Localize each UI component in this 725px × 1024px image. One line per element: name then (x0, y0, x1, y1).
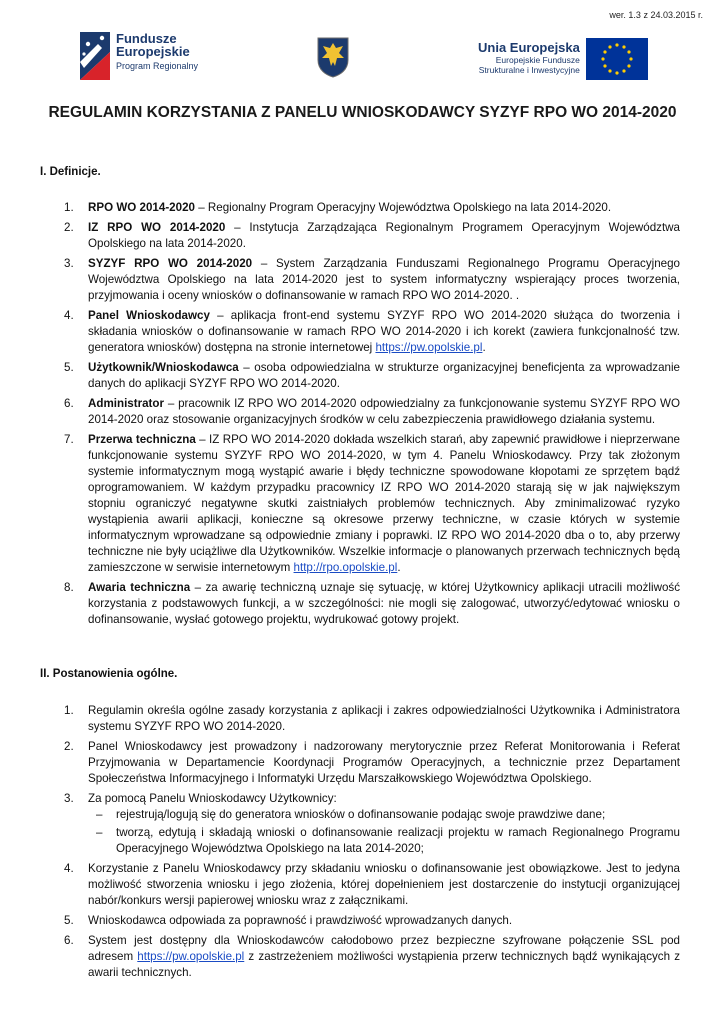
item-number: 8. (64, 581, 74, 594)
section-definitions-heading: I. Definicje. (40, 166, 101, 178)
item-number: 4. (64, 309, 74, 322)
list-item (40, 396, 680, 428)
fundusze-europejskie-logo (80, 32, 198, 80)
term: Użytkownik/Wnioskodawca (88, 361, 239, 374)
sub-list-item (88, 807, 680, 823)
item-number: 6. (64, 397, 74, 410)
section-general-heading: II. Postanowienia ogólne. (40, 668, 178, 680)
term: IZ RPO WO 2014-2020 (88, 221, 226, 234)
eu-flag-icon (586, 38, 648, 80)
definition-text: – IZ RPO WO 2014-2020 dokłada wszelkich starań, aby zapewnić prawidłowe i nieprzerwane funkcjonowanie systemu SYZYF RPO WO 2014-2020, w tym 4. Panelu Wnioskodawcy. Przy tak złożonym systemie informatycznym mogą wystąpić awarie i błędy techniczne spowodowane kłopotami ze sprzętem bądź oprogramowaniem. W każdym przypadku pracownicy IZ RPO WO 2014-2020 starają się w jak największym stopniu ograniczyć negatywne skutki zaistniałych problemów technicznych. Aby zminimalizować ryzyko wystąpienia awarii aplikacji, konieczne są okresowe przerwy techniczne, w czasie których w systemie informatycznym wprowadzane są odpowiednie zmiany i poprawki. IZ RPO WO 2014-2020 dba o to, aby przerwy techniczne nie były uciążliwe dla Użytkowników. Wszelkie informacje o planowanych przerwach technicznych będą zamieszczone w serwisie internetowym (88, 433, 680, 574)
ue-subtitle-line2: Strukturalne i Inwestycyjne (478, 65, 580, 75)
list-item (40, 256, 680, 304)
rpo-opolskie-link[interactable]: http://rpo.opolskie.pl (293, 561, 398, 574)
definition-text-end: . (397, 561, 401, 574)
sub-list (88, 807, 680, 857)
list-item (40, 308, 680, 356)
header-logos (0, 30, 725, 90)
definition-text: – pracownik IZ RPO WO 2014-2020 odpowiedzialny za funkcjonowanie systemu SYZYF RPO WO 2014-2020 oraz stosowanie organizacyjnych środków w celu zabezpieczenia prawidłowego działania systemu. (88, 397, 680, 426)
unia-europejska-logo (478, 38, 648, 80)
term: Przerwa techniczna (88, 433, 196, 446)
item-number: 3. (64, 792, 74, 805)
ue-title: Unia Europejska (478, 40, 580, 55)
item-number: 1. (64, 201, 74, 214)
item-number: 6. (64, 934, 74, 947)
sub-list-item (88, 825, 680, 857)
term: RPO WO 2014-2020 (88, 201, 195, 214)
term: Panel Wnioskodawcy (88, 309, 210, 322)
item-number: 5. (64, 914, 74, 927)
sub-item-text: tworzą, edytują i składają wnioski o dofinansowanie realizacji projektu w ramach Regionalnego Programu Operacyjnego Województwa Opolskiego na lata 2014-2020; (116, 826, 680, 855)
list-item (40, 220, 680, 252)
list-item (40, 432, 680, 576)
provision-text: System jest dostępny dla Wnioskodawców całodobowo przez bezpieczne szyfrowane połączenie SSL pod adresem (88, 934, 680, 963)
provision-text: Za pomocą Panelu Wnioskodawcy Użytkownicy: (88, 792, 337, 805)
provision-text-end: z zastrzeżeniem możliwości wystąpienia przerw technicznych bądź wynikających z awarii technicznych. (88, 950, 680, 979)
document-title: REGULAMIN KORZYSTANIA Z PANELU WNIOSKODAWCY SYZYF RPO WO 2014-2020 (48, 104, 677, 121)
dash-bullet: – (96, 808, 103, 821)
term: Awaria techniczna (88, 581, 191, 594)
list-item (40, 360, 680, 392)
pw-opolskie-link[interactable]: https://pw.opolskie.pl (375, 341, 483, 354)
definition-text: – osoba odpowiedzialna w strukturze organizacyjnej beneficjenta za wprowadzanie danych do aplikacji SYZYF RPO WO 2014-2020. (88, 361, 680, 390)
definition-text-end: . (482, 341, 486, 354)
list-item (40, 703, 680, 735)
list-item (40, 791, 680, 857)
provision-text: Wnioskodawca odpowiada za poprawność i prawdziwość wprowadzanych danych. (88, 914, 513, 927)
fe-title-line1: Fundusze (116, 31, 177, 46)
coat-of-arms-icon (316, 36, 350, 78)
definition-text: – Instytucja Zarządzająca Regionalnym Programem Operacyjnym Województwa Opolskiego na lata 2014-2020. (88, 221, 680, 250)
term: SYZYF RPO WO 2014-2020 (88, 257, 253, 270)
definition-text: – Regionalny Program Operacyjny Województwa Opolskiego na lata 2014-2020. (194, 201, 612, 214)
fe-title-line2: Europejskie (116, 44, 190, 59)
provision-text: Regulamin określa ogólne zasady korzystania z aplikacji i zakres odpowiedzialności Użytkownika i Administratora systemu SYZYF RPO WO 2014-2020. (88, 704, 680, 733)
list-item (40, 913, 680, 929)
ue-subtitle-line1: Europejskie Fundusze (495, 55, 580, 65)
list-item (40, 861, 680, 909)
term: Administrator (88, 397, 165, 410)
version-label: wer. 1.3 z 24.03.2015 r. (609, 10, 703, 20)
item-number: 2. (64, 221, 74, 234)
definition-text: – za awarię techniczną uznaje się sytuację, w której Użytkownicy aplikacji utracili możliwość korzystania z podstawowych funkcji, a w szczególności: nie mogli się zalogować, utworzyć/edytować wniosku o dofinansowanie, wysłać gotowego projektu, wydrukować gotowy projekt. (88, 581, 680, 626)
sub-item-text: rejestrują/logują się do generatora wniosków o dofinansowanie podając swoje prawdziwe dane; (116, 808, 606, 821)
item-number: 1. (64, 704, 74, 717)
item-number: 7. (64, 433, 74, 446)
item-number: 3. (64, 257, 74, 270)
provision-text: Panel Wnioskodawcy jest prowadzony i nadzorowany merytorycznie przez Referat Monitorowania i Referat Przyjmowania w Departamencie Koordynacji Programów Operacyjnych, a technicznie przez Departament Społeczeństwa Informacyjnego i Informatyki Urzędu Marszałkowskiego Województwa Opolskiego. (88, 740, 680, 785)
item-number: 2. (64, 740, 74, 753)
provision-text: Korzystanie z Panelu Wnioskodawcy przy składaniu wniosku o dofinansowanie jest obowiązkowe. Jest to jedyna możliwość stworzenia wniosku i jego złożenia, której dopełnieniem jest dostarczenie do instytucji organizującej nabór/konkurs wersji papierowej wniosku wraz z załącznikami. (88, 862, 680, 907)
list-item (40, 739, 680, 787)
dash-bullet: – (96, 826, 103, 839)
list-item (40, 933, 680, 981)
list-item (40, 200, 680, 216)
list-item (40, 580, 680, 628)
pw-opolskie-link[interactable]: https://pw.opolskie.pl (137, 950, 245, 963)
definition-text: – aplikacja front-end systemu SYZYF RPO WO 2014-2020 służąca do tworzenia i składania wniosków o dofinansowanie w ramach RPO WO 2014-2020 i ich korekt (zawiera funkcjonalność tzw. generatora wniosków) dostępna na stronie internetowej (88, 309, 680, 354)
fe-flag-icon (80, 32, 110, 80)
general-provisions-list (40, 703, 680, 985)
item-number: 5. (64, 361, 74, 374)
definitions-list (40, 200, 680, 632)
definition-text: – System Zarządzania Funduszami Regionalnego Programu Operacyjnego Województwa Opolskiego na lata 2014-2020 jest to system informatyczny wspierający proces tworzenia, przyjmowania i oceny wniosków o dofinansowanie w ramach RPO WO 2014-2020. . (88, 257, 680, 302)
item-number: 4. (64, 862, 74, 875)
fe-subtitle: Program Regionalny (116, 61, 199, 71)
